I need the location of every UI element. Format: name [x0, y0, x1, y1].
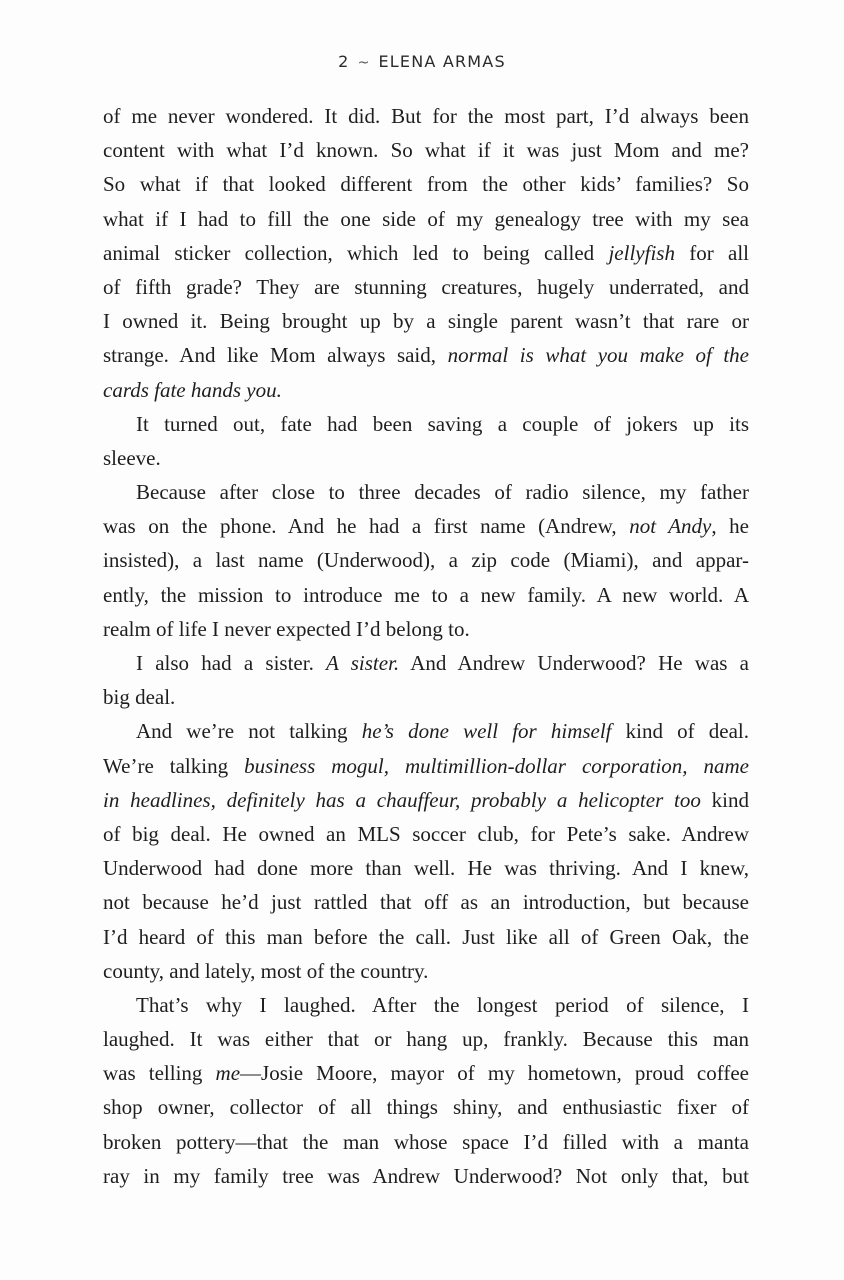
text-line: [103, 646, 749, 680]
text-segment: kind of deal.: [611, 719, 749, 744]
text-line: [103, 475, 749, 509]
text-line: [103, 749, 749, 783]
text-segment: not because he’d just rattled that off as an introduction, but because: [103, 890, 749, 915]
text-line: [103, 304, 749, 338]
italic-text: in headlines, definitely has a chauffeur, probably a helicopter too: [103, 787, 701, 812]
text-segment: Because after close to three decades of radio silence, my father: [136, 480, 749, 505]
text-line: [103, 167, 749, 201]
text-segment: county, and lately, most of the country.: [103, 958, 429, 983]
text-line: [103, 612, 749, 646]
text-line: [103, 920, 749, 954]
text-segment: kind: [700, 787, 749, 812]
text-segment: was on the phone. And he had a first name (Andrew,: [103, 514, 630, 539]
text-line: [103, 988, 749, 1022]
text-line: [103, 407, 749, 441]
italic-text: me: [215, 1061, 241, 1086]
text-line: [103, 99, 749, 133]
text-line: [103, 885, 749, 919]
italic-text: normal is what you make of the: [447, 343, 749, 368]
italic-text: A sister.: [326, 651, 400, 675]
text-line: [103, 373, 749, 407]
tilde-separator: ~: [357, 55, 371, 71]
text-segment: of fifth grade? They are stunning creatures, hugely underrated, and: [103, 274, 749, 299]
text-segment: was telling: [103, 1061, 216, 1086]
text-line: [103, 783, 749, 817]
text-segment: laughed. It was either that or hang up, frankly. Because this man: [103, 1027, 749, 1052]
page-number: 2: [338, 52, 350, 71]
text-line: [103, 1125, 749, 1159]
text-segment: ently, the mission to introduce me to a new family. A new world. A: [103, 582, 749, 607]
page-body-text: [103, 99, 749, 1193]
text-line: [103, 509, 749, 543]
text-line: [103, 202, 749, 236]
text-segment: sleeve.: [103, 445, 161, 470]
italic-text: business mogul, multimillion-dollar corporation, name: [244, 753, 749, 778]
text-segment: animal sticker collection, which led to being called: [103, 240, 609, 265]
text-line: [103, 851, 749, 885]
text-segment: I’d heard of this man before the call. Just like all of Green Oak, the: [103, 924, 749, 949]
italic-text: he’s done well for himself: [361, 719, 612, 744]
text-segment: That’s why I laughed. After the longest period of silence, I: [136, 992, 749, 1017]
italic-text: cards fate hands you.: [103, 377, 282, 402]
author-name: ELENA ARMAS: [378, 52, 506, 71]
text-segment: broken pottery—that the man whose space I’d filled with a manta: [103, 1129, 749, 1154]
text-line: [103, 817, 749, 851]
text-segment: strange. And like Mom always said,: [103, 343, 448, 368]
text-segment: And we’re not talking: [136, 719, 362, 744]
text-line: [103, 338, 749, 372]
text-segment: shop owner, collector of all things shiny, and enthusiastic fixer of: [103, 1095, 749, 1120]
text-line: [103, 1090, 749, 1124]
text-segment: It turned out, fate had been saving a couple of jokers up its: [136, 411, 749, 436]
text-line: [103, 133, 749, 167]
text-line: [103, 441, 749, 475]
text-segment: of me never wondered. It did. But for the most part, I’d always been: [103, 104, 749, 128]
text-segment: I also had a sister.: [136, 651, 327, 675]
text-segment: for all: [674, 240, 749, 265]
text-line: [103, 578, 749, 612]
text-segment: what if I had to fill the one side of my genealogy tree with my sea: [103, 206, 749, 231]
text-segment: ray in my family tree was Andrew Underwood? Not only that, but: [103, 1163, 749, 1188]
text-segment: And Andrew Underwood? He was a: [399, 651, 749, 675]
text-segment: content with what I’d known. So what if it was just Mom and me?: [103, 138, 749, 163]
text-segment: So what if that looked different from the other kids’ families? So: [103, 172, 749, 197]
text-segment: of big deal. He owned an MLS soccer club, for Pete’s sake. Andrew: [103, 821, 749, 846]
text-line: [103, 954, 749, 988]
text-line: [103, 1159, 749, 1193]
text-line: [103, 236, 749, 270]
text-segment: We’re talking: [103, 753, 245, 778]
text-segment: insisted), a last name (Underwood), a zip code (Miami), and appar-: [103, 548, 749, 573]
italic-text: not Andy: [629, 514, 712, 539]
text-line: [103, 1022, 749, 1056]
running-head: [0, 52, 844, 71]
text-segment: —Josie Moore, mayor of my hometown, proud coffee: [240, 1061, 749, 1086]
text-line: [103, 1056, 749, 1090]
text-segment: Underwood had done more than well. He was thriving. And I knew,: [103, 856, 749, 881]
text-line: [103, 270, 749, 304]
text-segment: I owned it. Being brought up by a single parent wasn’t that rare or: [103, 309, 749, 334]
italic-text: jellyfish: [608, 240, 675, 265]
text-segment: big deal.: [103, 685, 176, 710]
text-segment: , he: [711, 514, 749, 539]
text-segment: realm of life I never expected I’d belong to.: [103, 616, 470, 641]
text-line: [103, 680, 749, 714]
text-line: [103, 543, 749, 577]
text-line: [103, 714, 749, 748]
